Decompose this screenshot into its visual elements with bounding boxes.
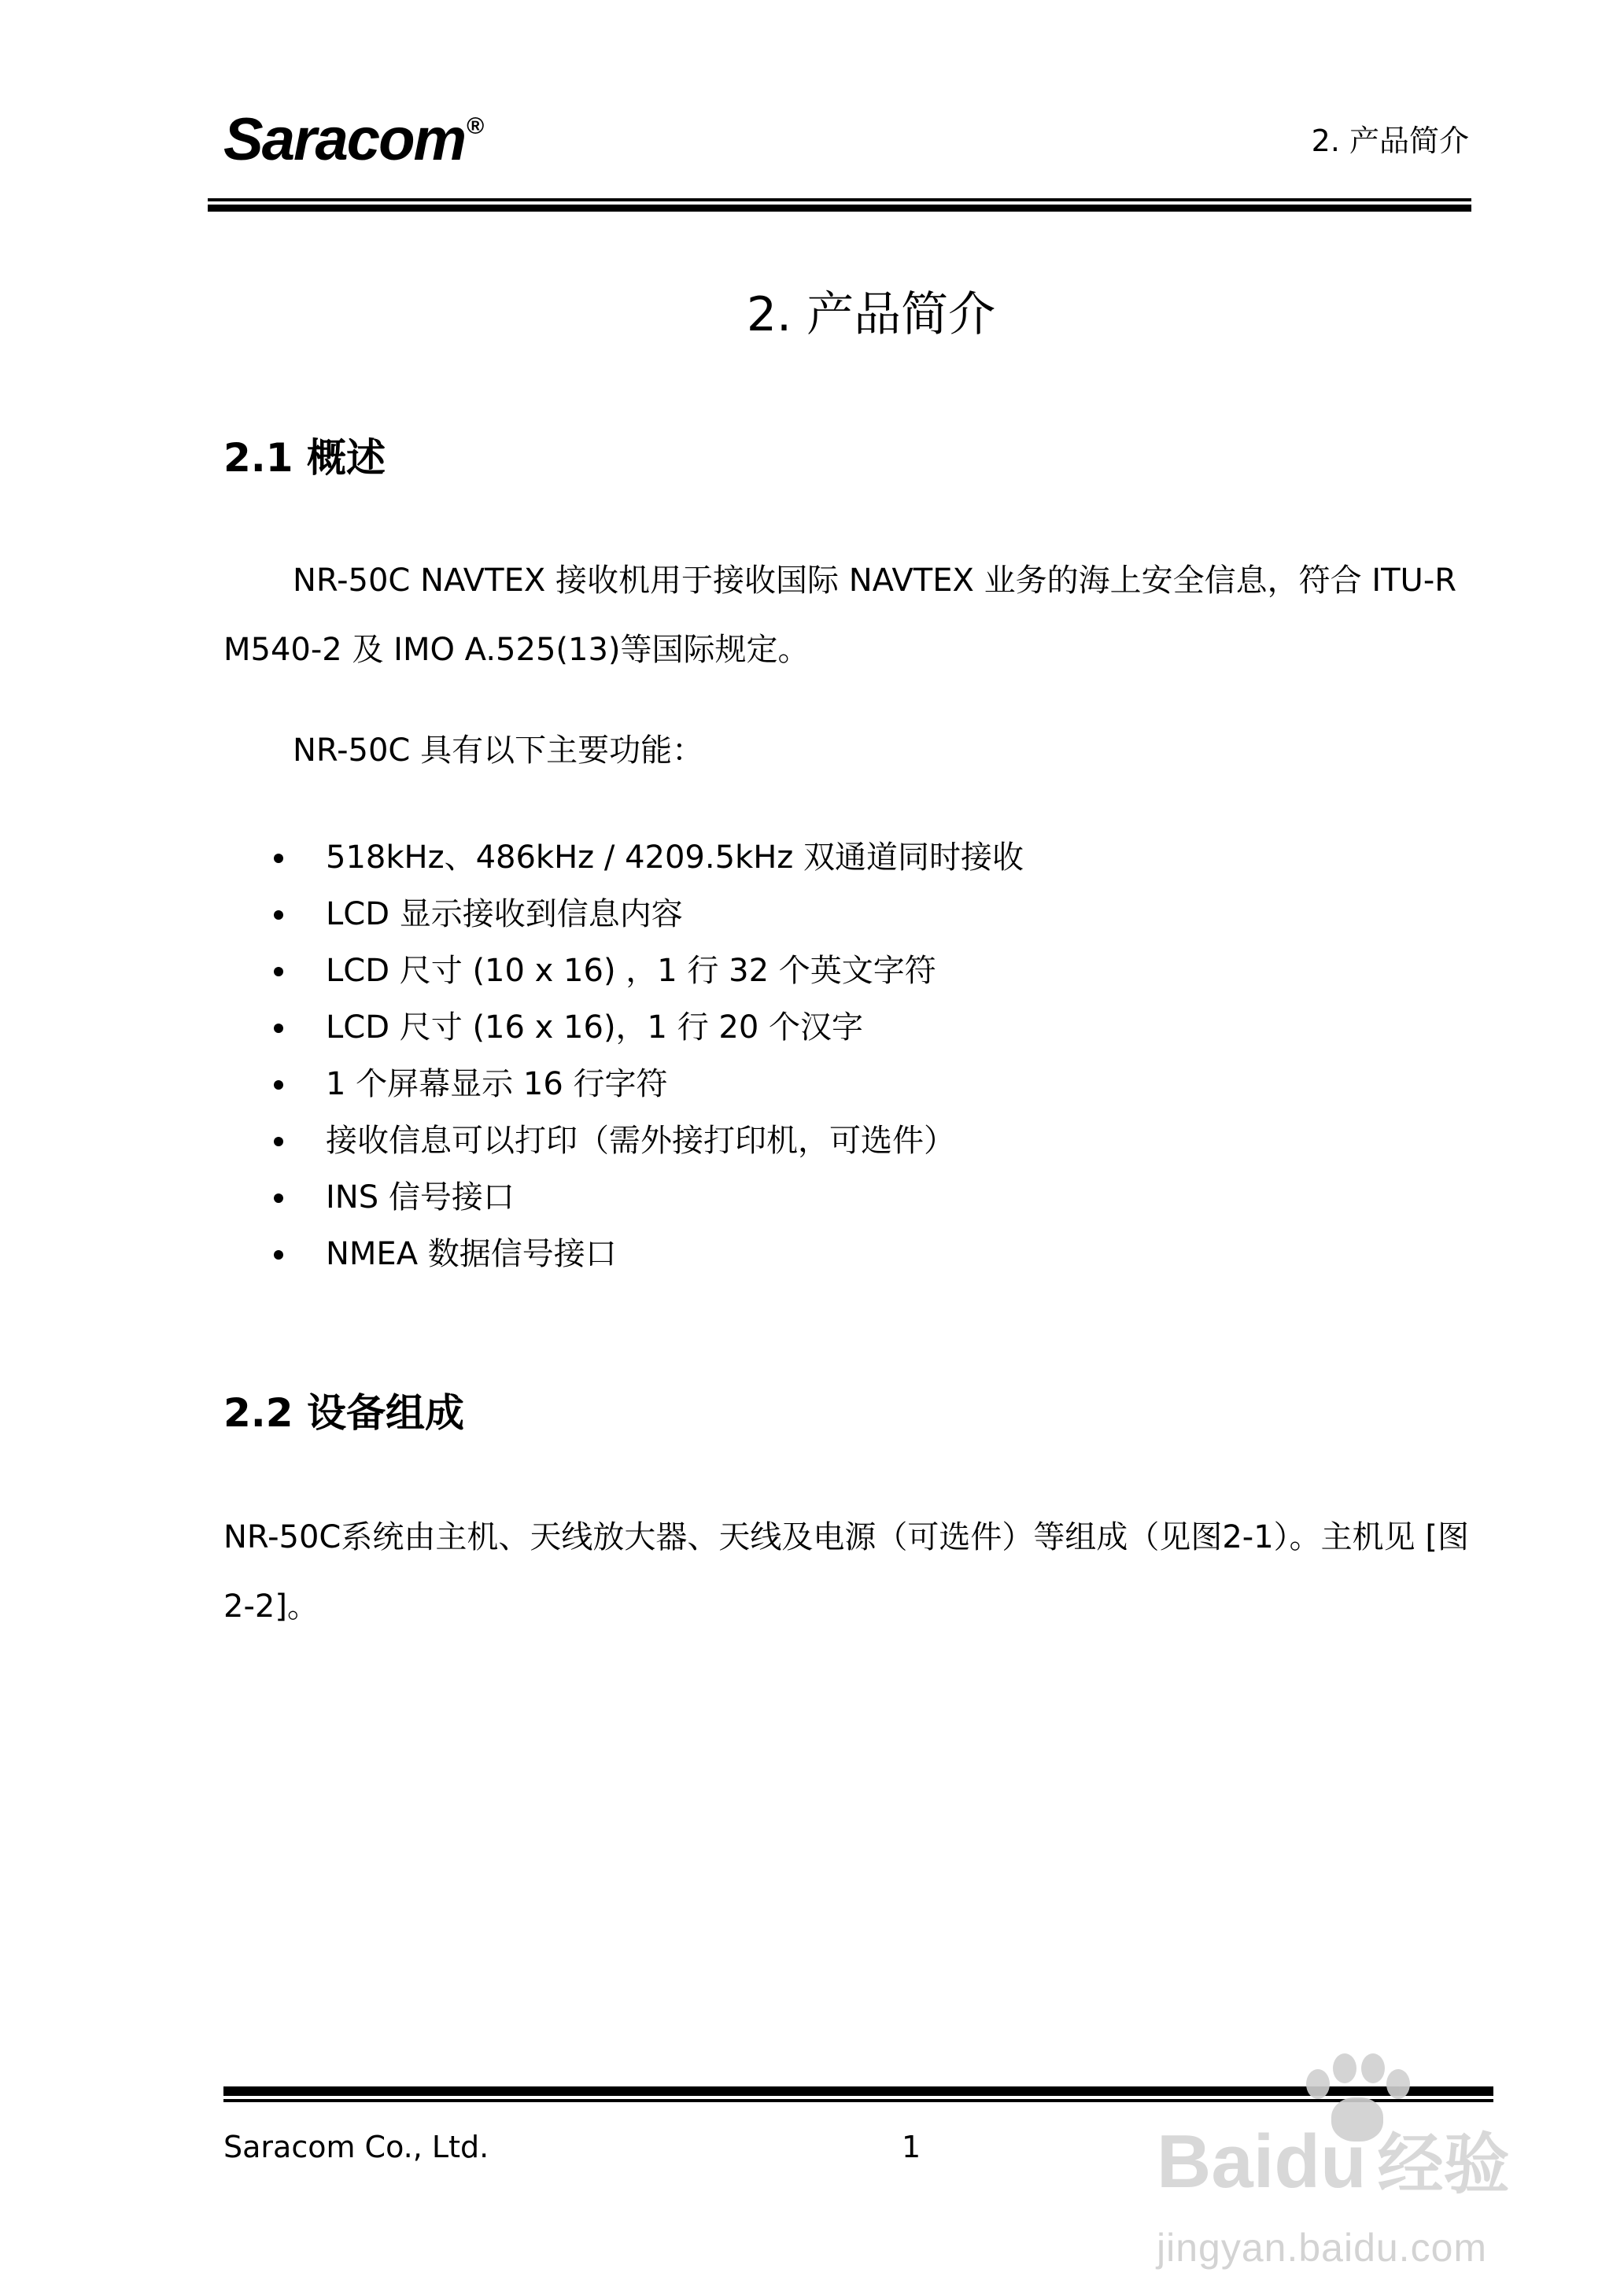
bullet-icon [274,1250,283,1260]
watermark-url: jingyan.baidu.com [1157,2226,1488,2270]
composition-paragraph: NR-50C系统由主机、天线放大器、天线及电源（可选件）等组成（见图2-1）。主机见 [图2-2]。 [223,1519,1470,1625]
list-item: NMEA 数据信号接口 [223,1226,1024,1282]
list-item: 接收信息可以打印（需外接打印机，可选件） [223,1112,1024,1169]
header-section-label: 2. 产品简介 [1311,124,1469,158]
list-item: LCD 显示接收到信息内容 [223,886,1024,943]
bullet-icon [274,1193,283,1203]
page-number: 1 [902,2130,921,2164]
list-item: 1 个屏幕显示 16 行字符 [223,1056,1024,1112]
bullet-icon [274,910,283,920]
list-item: INS 信号接口 [223,1169,1024,1226]
list-item: 518kHz、486kHz / 4209.5kHz 双通道同时接收 [223,829,1024,886]
section-2-1-heading: 2.1 概述 [223,435,386,481]
registered-mark: ® [467,113,483,139]
footer-company: Saracom Co., Ltd. [223,2130,489,2164]
logo-text: Saracom [223,106,466,173]
watermark-brand: Baidu 经验 [1157,2119,1510,2204]
features-intro: NR-50C 具有以下主要功能： [293,732,704,769]
feature-list [223,829,1024,1282]
bullet-icon [274,1080,283,1090]
list-item: LCD 尺寸 (16 x 16)，1 行 20 个汉字 [223,999,1024,1056]
header-rule-thin [208,198,1471,201]
bullet-icon [274,854,283,863]
chapter-title: 2. 产品简介 [746,287,996,342]
bullet-icon [274,1024,283,1033]
list-item: LCD 尺寸 (10 x 16) ，1 行 32 个英文字符 [223,943,1024,999]
bullet-icon [274,967,283,976]
header-rule-thick [208,205,1471,212]
saracom-logo [223,106,483,173]
overview-paragraph: NR-50C NAVTEX 接收机用于接收国际 NAVTEX 业务的海上安全信息，符合 ITU-R M540-2 及 IMO A.525(13)等国际规定。 [223,563,1457,668]
bullet-icon [274,1137,283,1146]
section-2-2-heading: 2.2 设备组成 [223,1390,464,1436]
